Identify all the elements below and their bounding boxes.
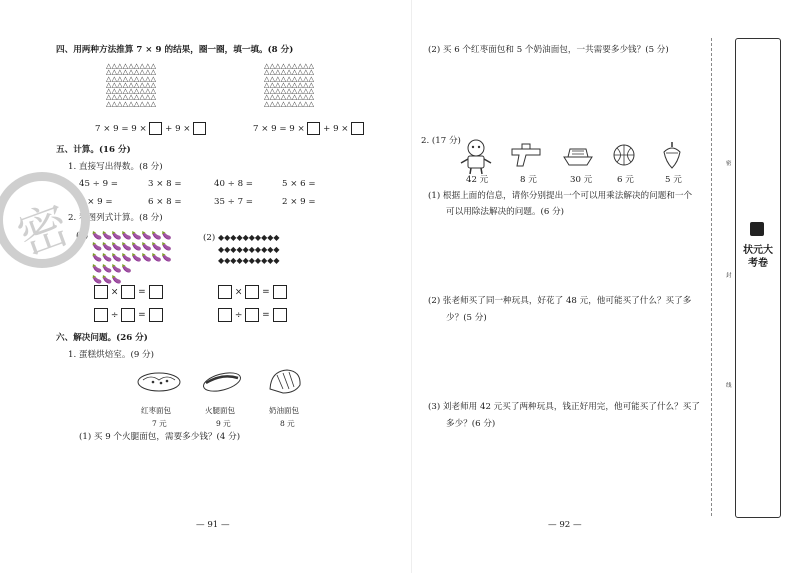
ham-bread-icon — [200, 368, 244, 394]
picture-label-2: (2) — [203, 233, 216, 243]
calc-cell: 5 × 6 = — [282, 179, 316, 189]
box-equation-2a: × = — [218, 285, 287, 299]
question2-title: 2. (17 分) — [421, 136, 461, 146]
section5-q1: 1. 直接写出得数。(8 分) — [68, 162, 163, 172]
answer-box[interactable] — [149, 308, 163, 322]
subquestion1-line2: 可以用除法解决的问题。(6 分) — [446, 207, 565, 217]
gem-icon-grid: ◆◆◆◆◆◆◆◆◆◆ ◆◆◆◆◆◆◆◆◆◆ ◆◆◆◆◆◆◆◆◆◆ — [218, 233, 280, 265]
answer-box[interactable] — [273, 285, 287, 299]
box-equation-2b: ÷ = — [218, 308, 287, 322]
calc-cell: 4 × 9 = — [79, 197, 113, 207]
section4-title: 四、用两种方法推算 7 × 9 的结果，圈一圈，填一填。(8 分) — [56, 45, 294, 55]
subquestion1-line1: (1) 根据上面的信息，请你分别提出一个可以用乘法解决的问题和一个 — [428, 191, 693, 201]
robot-toy-icon — [458, 137, 494, 175]
calc-cell: 45 ÷ 9 = — [79, 179, 118, 189]
answer-box[interactable] — [94, 308, 108, 322]
calc-cell: 3 × 8 = — [148, 179, 182, 189]
seal-stamp — [0, 172, 90, 268]
subquestion3-line1: (3) 刘老师用 42 元买了两种玩具，钱正好用完，他可能买了什么？买了 — [428, 402, 700, 412]
subquestion3-line2: 多少？(6 分) — [446, 419, 496, 429]
calc-cell: 40 ÷ 8 = — [214, 179, 253, 189]
box-equation-1b: ÷ = — [94, 308, 163, 322]
answer-box[interactable] — [245, 308, 259, 322]
jujube-bread-icon — [135, 368, 183, 394]
section6-title: 六、解决问题。(26 分) — [56, 333, 148, 343]
section5-q2: 2. 看图列式计算。(8 分) — [68, 213, 163, 223]
side-brand-strip — [735, 38, 781, 518]
answer-box[interactable] — [351, 122, 364, 135]
binding-mark: 线 — [726, 383, 732, 389]
basketball-icon — [612, 143, 636, 167]
bread-price: 8 元 — [280, 419, 295, 428]
calc-cell: 6 × 8 = — [148, 197, 182, 207]
box-equation-1a: × = — [94, 285, 163, 299]
binding-mark: 密 — [726, 161, 732, 167]
page-number-left: — 91 — — [196, 520, 230, 530]
answer-box[interactable] — [218, 285, 232, 299]
page-number-right: — 92 — — [548, 520, 582, 530]
toy-price: 6 元 — [617, 175, 634, 185]
answer-box[interactable] — [149, 285, 163, 299]
answer-box[interactable] — [245, 285, 259, 299]
calc-cell: 2 × 9 = — [282, 197, 316, 207]
right-top-question: (2) 买 6 个红枣面包和 5 个奶油面包，一共需要多少钱？(5 分) — [428, 45, 669, 55]
toy-boat-icon — [562, 143, 594, 167]
vegetable-icon-grid: 🍆🍆🍆🍆🍆🍆🍆🍆 🍆🍆🍆🍆🍆🍆🍆🍆 🍆🍆🍆🍆🍆🍆🍆🍆 🍆🍆🍆🍆 🍆🍆🍆 — [92, 231, 172, 284]
section6-q1: 1. 蛋糕烘焙室。(9 分) — [68, 350, 154, 360]
answer-box[interactable] — [121, 285, 135, 299]
toy-price: 8 元 — [520, 175, 537, 185]
binding-mark: 封 — [726, 273, 732, 279]
spinning-top-icon — [660, 140, 684, 170]
toy-price: 30 元 — [570, 175, 593, 185]
seal-text: 密 — [9, 194, 77, 267]
bread-price: 9 元 — [216, 419, 231, 428]
page-divider — [411, 0, 412, 573]
toy-price: 42 元 — [466, 175, 489, 185]
equation-left: 7 × 9 = 9 × + 9 × — [95, 122, 206, 135]
section6-sub1: (1) 买 9 个火腿面包，需要多少钱？(4 分) — [79, 432, 241, 442]
answer-box[interactable] — [94, 285, 108, 299]
bread-name: 火腿面包 — [205, 406, 235, 415]
subquestion2-line2: 少？(5 分) — [446, 313, 487, 323]
answer-box[interactable] — [307, 122, 320, 135]
bread-name: 红枣面包 — [141, 406, 171, 415]
answer-box[interactable] — [121, 308, 135, 322]
triangle-grid-left: △△△△△△△△△ △△△△△△△△△ △△△△△△△△△ △△△△△△△△△ △△△△△△△△△ △△△△△△△△△ △△△△△△△△△ — [106, 62, 157, 108]
brand-logo-icon — [750, 222, 764, 236]
bread-price: 7 元 — [152, 419, 167, 428]
picture-label-1: (1) — [76, 231, 89, 241]
bread-name: 奶油面包 — [269, 406, 299, 415]
equation-right: 7 × 9 = 9 × + 9 × — [253, 122, 364, 135]
water-gun-icon — [510, 143, 544, 169]
answer-box[interactable] — [193, 122, 206, 135]
binding-dashed-line — [711, 38, 712, 516]
answer-box[interactable] — [273, 308, 287, 322]
brand-title: 状元大考卷 — [743, 245, 773, 269]
answer-box[interactable] — [149, 122, 162, 135]
cream-bread-icon — [265, 365, 305, 397]
subquestion2-line1: (2) 张老师买了同一种玩具，好花了 48 元，他可能买了什么？买了多 — [428, 296, 692, 306]
triangle-grid-right: △△△△△△△△△ △△△△△△△△△ △△△△△△△△△ △△△△△△△△△ △△△△△△△△△ △△△△△△△△△ △△△△△△△△△ — [264, 62, 315, 108]
calc-cell: 35 ÷ 7 = — [214, 197, 253, 207]
toy-price: 5 元 — [665, 175, 682, 185]
section5-title: 五、计算。(16 分) — [56, 145, 131, 155]
answer-box[interactable] — [218, 308, 232, 322]
